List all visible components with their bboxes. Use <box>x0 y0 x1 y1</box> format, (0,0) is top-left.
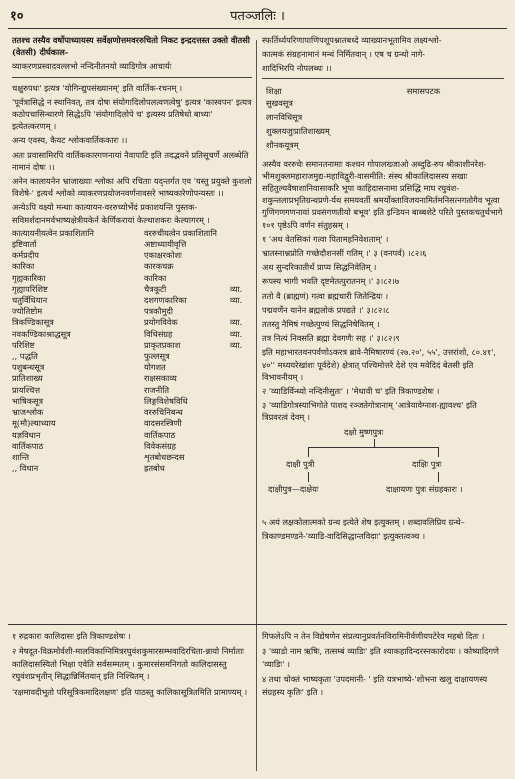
table-row <box>12 317 252 328</box>
table-cell: भ्राजश्लोक <box>12 407 44 418</box>
tree-connector <box>308 447 309 457</box>
commentary-paragraph: ५ अयं लक्षकोलात्मको ग्रन्थ इत्येते शेष इत्युक्तम् । शब्दावलिप्रिय ग्रन्थे– <box>262 516 465 527</box>
box-line: शुक्लयजुःप्रातिशाख्यम् <box>266 126 330 137</box>
table-cell: शान्ति <box>12 451 29 462</box>
commentary-paragraph: २ 'व्याडिर्विन्ध्यो नन्दिनीसुतः' । 'मेधावी च' इति त्रिकाण्डशेषः । <box>262 386 440 397</box>
commentary-paragraph: 'पूर्वत्रासिद्धे न स्थानिवत्, तत्र दोषः संयोगादिलोपलत्वणत्वेषु' इत्यत्र 'कास्वपन' इत्यत्र कठोपचासिन्धारणे सिद्धेऽपि 'संयोगादिलोपे च' इत्यस्य प्रतिषेधो बाध्यः' इत्येतत्करणम् । <box>12 96 252 132</box>
table-header-cell: कात्यायनीयत्वेन प्रकाशितानि <box>12 227 94 238</box>
tree-connector <box>308 447 438 448</box>
section-divider <box>12 77 252 78</box>
table-cell <box>230 239 252 250</box>
table-cell: गृह्यापरिशिष्ट <box>12 283 48 294</box>
table-header-cell: वररुचीयत्वेन प्रकाशितानि <box>144 227 217 238</box>
header-rule <box>8 28 507 29</box>
intro-line: कात्मकं संग्रहनामानं मन्थं निर्मितवान् । एष च ग्रन्थो नागे- <box>262 49 426 60</box>
verse-line: तत्र नित्यं निवसति ब्रह्मा देवगणैः सह ।' ३।८२।९ <box>262 333 400 344</box>
lineage-diagram <box>262 426 504 516</box>
box-line: सुखवसूत्र <box>266 97 293 108</box>
table-cell: चैत्रकूटी <box>144 283 167 294</box>
verse-line: १ 'अथ वेतसिकां गत्वा पितामहनिवेशताम्' । <box>262 233 389 244</box>
table-cell: वार्तिकपाठ <box>12 440 44 451</box>
verse-line: पद्मवर्णेन यानेन ब्रह्मलोकं प्रपद्यते ।' ३।८२।८ <box>262 304 390 315</box>
table-cell <box>230 250 252 261</box>
verse-line: रूपस्य भागी भवति दृष्टमेतत्पुरातनम् ।' ३।८२।७ <box>262 276 400 287</box>
table-cell: वार्तिकपाठ <box>144 429 176 440</box>
table-row <box>12 284 252 295</box>
footnotes-left <box>12 630 252 701</box>
footnote: ४ तथा चोक्तं भाष्यकृता 'उपदमानी- ' इति यत्रभाष्ये-'शोभना खलु दाक्षायणस्य संग्रहस्य कृतिः' इति । <box>262 674 488 697</box>
table-cell: व्या. <box>230 317 243 328</box>
table-row <box>12 340 252 351</box>
table-cell <box>230 441 252 452</box>
tree-root: दक्षो मुष्णपुत्रः <box>344 426 384 437</box>
table-cell: ,, पद्धति <box>12 351 38 362</box>
commentary-paragraph: अस्यैव वररुचेः समानतनामाः कश्चन गोपालख्जाओ अब्दुढि-रुप श्रीकाशीनरेश-भीमशुक्लमहाराजमुद्य-महाविद्वुरी-वासमीति: संस्थ श्रीकालिदासस्य सखाः सहितुल्यवैषाशानिवासाकरि भूपा काहिदासनामा प्रसिद्धि माघ रघुवंश-शकुन्तलाप्रभृतिग्रन्थप्रणे-र्यथ समयवर्ती श्रमर्योक्ताविजयनामिर्तमनिसत्नगतोगैव भूत्वा गुणिगणगणनायां प्रवसगणतीयो बभूव' इति इन्डियन बाब्बशेटे परिते पुस्तकचतुर्थभागे १०१ पृष्ठेऽपि वर्णन संतुहस्रम् । <box>262 158 503 230</box>
table-cell: व्या. <box>230 283 243 294</box>
verse-line: अथ सुन्दरिकातीर्थं प्राप्य सिद्धनिवेतिम् । <box>262 262 377 273</box>
table-cell: मू(मौ)ल्याध्याय <box>12 418 56 429</box>
table-cell <box>230 418 252 429</box>
commentary-paragraph: अन्य एवस्य, कैयट श्लोकवार्तिककारः ।। <box>12 135 128 146</box>
intro-line: शादिभिरपि नोपलब्धः ।। <box>262 63 332 74</box>
commentary-paragraph: इति महाभारतवनपर्वणोऽकरत्र ब्रावे-नैमिषारण्यं (२७.२०', ५५', उत्तरांशो, ८०.४१', ४०'' मध्ययरेखांशः पूर्वदेशे) क्षेत्रात् पश्चिमोत्तरे देशे एव मवेदिदं बेतसी इति विभावनीयम् । <box>262 347 496 382</box>
table-cell: विवेकसंग्रह <box>144 440 177 451</box>
tree-connector <box>438 447 439 457</box>
commentary-paragraph: ३ 'व्याडिगोत्रस्याभिगोते पाशद रञ्जतेगोत्रानाम् 'आत्रेयावेग्नाश-ह्यावश्च' इति त्रिप्रवरत्वं देवम् । <box>262 400 477 423</box>
table-cell: त्रिकण्डिकासूत्र <box>12 317 54 328</box>
box-header-left: शिक्षा <box>266 85 282 96</box>
table-row <box>12 306 252 317</box>
table-cell: शृतबोधछन्दस <box>144 451 185 462</box>
table-cell <box>230 273 252 284</box>
footnote-rule <box>8 624 507 625</box>
table-cell: इष्टिवार्ता <box>12 239 37 250</box>
table-cell <box>230 373 252 384</box>
tree-left-node: दाक्षी पुत्री <box>286 458 315 469</box>
table-cell: एकाक्षरकोशः <box>144 250 182 261</box>
table-cell: फुल्लसूत्र <box>144 351 170 362</box>
table-row <box>12 396 252 407</box>
table-cell: यज्ञविधान <box>12 429 41 440</box>
footnote: ३ 'व्याडो नाम ऋषिः, तत्सम्बं व्याडिः' इति श्याकहादिन्दरस्नकारोदयः । कोष्यादिगणे 'व्याडिः' । <box>262 646 499 669</box>
table-cell: ज्योतिष्टोम <box>12 306 43 317</box>
table-row <box>12 463 252 474</box>
footnote: 'रक्षमावदीभूतो परिसूत्रिकमादिलक्षण' इति पाठस्तु कालिकासूत्रितमिति प्रामाण्यम् । <box>12 686 248 697</box>
right-column <box>262 34 504 544</box>
table-cell: दशगणकारिका <box>144 295 187 306</box>
column-divider <box>256 40 257 771</box>
left-intro <box>12 34 252 73</box>
table-cell: भाषिकसूत्र <box>12 395 44 406</box>
table-cell: योगशत <box>144 362 166 373</box>
tree-right-child: दाक्षायणः पुत्रः संग्रहकारः । <box>386 483 463 494</box>
works-box <box>262 83 504 158</box>
verse-line: ततो वै (ब्राह्मणं) गत्वा ब्रह्मचारी जितेन्द्रियः । <box>262 290 389 301</box>
table-cell <box>230 385 252 396</box>
intro-line: ततश्च तस्यैव वर्षोपाध्यायस्य सर्वेक्षणोत्तमवररुचितो निकट इन्द्रदत्तस्त उक्तो वीतसी (वेतसी) दीर्घकाल- <box>12 35 250 58</box>
table-cell: व्या. <box>230 339 243 350</box>
table-cell: ,, विधान <box>12 463 39 474</box>
table-cell: कर्मप्रदीप <box>12 250 39 261</box>
table-cell: पशुबन्धसूत्र <box>12 362 45 373</box>
table-cell <box>230 306 252 317</box>
table-cell <box>230 407 252 418</box>
footnote: १ रुद्रकारः कालिदासः इति त्रिकाण्डशेषः । <box>12 631 131 641</box>
left-commentary <box>12 82 252 226</box>
table-cell: परिशिष्ट <box>12 339 35 350</box>
table-cell: राक्षसकाव्य <box>144 373 177 384</box>
table-row <box>12 329 252 340</box>
tree-connector <box>308 472 309 482</box>
table-cell <box>230 362 252 373</box>
table-cell: लिङ्गविशेषविधि <box>144 395 188 406</box>
table-cell: विधिसंग्रह <box>144 328 173 339</box>
table-row <box>12 351 252 362</box>
page-number: १० <box>10 9 24 24</box>
intro-line: स्फर्तिर्ध्यपरिणापाणिपशूपश्नातबध्दे व्याख्यानभूतामिव लक्ष्यश्लो- <box>262 35 442 45</box>
table-row <box>12 295 252 306</box>
table-cell: नवकण्डिकाश्राद्धसूत्र <box>12 328 71 339</box>
table-row <box>12 430 252 441</box>
table-row <box>12 239 252 250</box>
table-row <box>12 362 252 373</box>
table-cell: वादसरस्त्रिणी <box>144 418 182 429</box>
table-row <box>12 418 252 429</box>
table-cell: व्या. <box>230 295 243 306</box>
table-cell <box>230 351 252 362</box>
commentary-paragraph: चक्षुरुपधः' इत्यत्र 'योगिन्द्युपसंख्यानम्' इति वार्तिक-रचनम् । <box>12 82 183 93</box>
right-commentary <box>262 158 504 424</box>
tree-connector <box>374 439 375 447</box>
table-cell: व्या. <box>230 328 243 339</box>
table-cell: कारिका <box>144 272 167 283</box>
footnote: २ मेषदूत-विक्रमोर्वशी-मालविकाग्निमित्ररघुवंशकुमारसम्भवादिरचिता-न्नायो निर्माताः कालिदासस्यितो भिक्षा एवेति सर्वसम्मतम् । कुमारसंसमनिगतो कालिदासस्तु रघुवंशप्रभृतीन् सिद्धान्निर्मितवान् इति निश्चितम् । <box>12 646 244 682</box>
table-row <box>12 407 252 418</box>
intro-line: व्याकरणप्रस्वादवल्लभो नन्दिनीतनयो व्याडिगोत्र आचार्यः <box>12 61 172 72</box>
tree-right-node: दाक्षिः पुत्रः <box>412 458 442 469</box>
table-header-row <box>12 228 252 239</box>
table-cell <box>230 396 252 407</box>
page-header <box>8 4 507 26</box>
table-cell <box>230 452 252 463</box>
box-header <box>266 85 500 97</box>
table-cell <box>230 430 252 441</box>
table-row <box>12 273 252 284</box>
table-cell: वररुचिनिबन्ध <box>144 407 183 418</box>
verse-line: ततस्तु नैमिषं गच्छेत्पुण्यं सिद्धनिषेवितम् । <box>262 319 380 330</box>
table-cell <box>230 463 252 474</box>
table-cell: गृह्यकारिका <box>12 272 46 283</box>
table-cell: ह्रतबोध <box>144 463 165 474</box>
commentary-paragraph: अतः प्रवासामिरपि वार्तिककारगणनायां नैवापाटि इति तदद्भवने प्रतिसूचर्णे अलब्धेति नामानं दोषः ।। <box>12 149 249 172</box>
table-row <box>12 373 252 384</box>
table-cell: प्राकृतप्रकाश <box>144 339 181 350</box>
commentary-paragraph: अन्येऽपि वक्ष्यो मन्थाः कात्यायन-वररुच्योर्भेदं प्रकाशयन्ति पुस्तक-सविमर्शदानमर्वभाष्यक्षेत्रीयकेर्न केर्णिकरायां केल्थाशकरः केल्यागरम् । <box>12 202 210 225</box>
box-header-right: समासपटक <box>406 85 440 96</box>
section-divider <box>262 78 504 79</box>
verse-line: भ्रातस्नाश्नप्रोति गच्छेदौशनसीं गतिम् ।' ३ (वनपर्व) ।८२।६ <box>262 248 427 259</box>
table-row <box>12 250 252 261</box>
box-line: शौनकयूत्रम् <box>266 140 299 151</box>
table-row <box>12 452 252 463</box>
table-row <box>12 441 252 452</box>
tree-connector <box>438 472 439 482</box>
tree-left-child: दाक्षीपुत्र—दाक्षेयः <box>268 483 319 494</box>
table-cell <box>230 261 252 272</box>
table-cell: प्रयोगविवेक <box>144 317 178 328</box>
running-title: पतञ्जलिः । <box>230 9 285 24</box>
table-cell: प्रातिशाख्य <box>12 373 43 384</box>
table-row <box>12 385 252 396</box>
table-cell: राजनीति <box>144 384 169 395</box>
box-line: लानविधिसूत्र <box>266 112 303 123</box>
commentary-paragraph: अनेन कालायनेन भ्राजाख्याः श्लोका अपि रचिताः यद्न्तर्गत एव 'यस्तु प्रयुक्ते कुशलो विशेषे-' इत्यर्थ श्लोको व्याकरणप्रयोजनवर्णनावसरे भाष्यकारेणोपन्यस्तः ।। <box>12 176 252 199</box>
table-cell: प्रायश्चित्त <box>12 384 40 395</box>
footnote: गिफलेऽपि न तेन विद्येषणेन संप्रत्यानुप्रवर्तनविरामिनीर्वणीयपटेरेव महबो दितः । <box>262 631 485 641</box>
left-column <box>12 34 252 474</box>
table-cell: पत्रकौमुदी <box>144 306 173 317</box>
table-cell: चतुर्विधियान <box>12 295 48 306</box>
works-table <box>12 228 252 474</box>
table-cell: कारकचक्र <box>144 261 174 272</box>
commentary-paragraph: त्रिकाण्डमण्डने-'व्याडि-वादिसिद्धान्तविदाः' इत्युक्तत्वञ्च । <box>262 530 426 541</box>
table-cell: कारिका <box>12 261 35 272</box>
table-cell: अष्टाध्यायीवृत्ति <box>144 239 187 250</box>
footnotes-right <box>262 630 504 701</box>
right-intro <box>262 34 504 75</box>
after-tree <box>262 516 504 542</box>
table-row <box>12 261 252 272</box>
